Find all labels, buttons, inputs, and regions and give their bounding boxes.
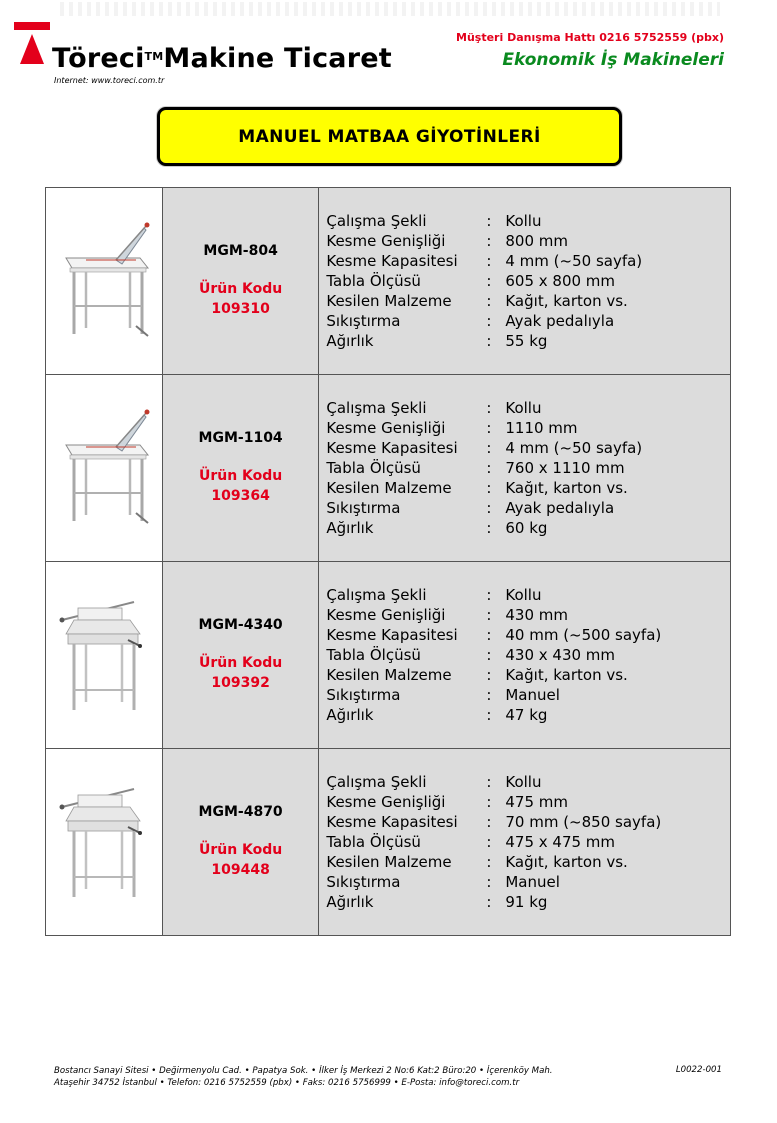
spec-row (326, 585, 730, 605)
spec-value: 475 mm (505, 792, 568, 811)
spec-value: Kollu (505, 585, 542, 604)
spec-separator: : (486, 772, 492, 791)
spec-key: Sıkıştırma (326, 312, 401, 331)
spec-value: 760 x 1110 mm (505, 458, 625, 477)
spec-value: 4 mm (~50 sayfa) (505, 438, 643, 457)
spec-list (326, 211, 730, 352)
spec-value: 1110 mm (505, 418, 578, 437)
spec-row (326, 331, 730, 351)
spec-separator: : (486, 605, 492, 624)
spec-separator: : (486, 438, 492, 457)
spec-row (326, 211, 730, 231)
spec-separator: : (486, 312, 492, 331)
spec-separator: : (486, 418, 492, 437)
spec-key: Kesilen Malzeme (326, 666, 452, 685)
product-image-cell (46, 375, 163, 562)
spec-value: Manuel (505, 873, 560, 892)
product-model-cell (162, 749, 318, 936)
spec-separator: : (486, 292, 492, 311)
spec-key: Tabla Ölçüsü (326, 271, 421, 290)
product-model-cell (162, 375, 318, 562)
spec-separator: : (486, 479, 492, 498)
spec-key: Ağırlık (326, 332, 374, 351)
spec-key: Ağırlık (326, 706, 374, 725)
floor-guillotine-icon (46, 216, 162, 346)
spec-value: Manuel (505, 686, 560, 705)
tagline: Ekonomik İş Makineleri (502, 50, 724, 70)
spec-row (326, 625, 730, 645)
spec-separator: : (486, 499, 492, 518)
spec-value: 55 kg (505, 332, 548, 351)
spec-value: Kağıt, karton vs. (505, 292, 628, 311)
product-code-value: 109448 (211, 862, 270, 878)
spec-row (326, 271, 730, 291)
spec-key: Kesme Kapasitesi (326, 812, 458, 831)
spec-separator: : (486, 792, 492, 811)
spec-row (326, 812, 730, 832)
stack-cutter-icon (46, 777, 162, 907)
spec-key: Tabla Ölçüsü (326, 645, 421, 664)
spec-key: Sıkıştırma (326, 686, 401, 705)
spec-key: Kesilen Malzeme (326, 853, 452, 872)
product-code-value: 109364 (211, 488, 270, 504)
company-name: Töreci™Makine Ticaret (52, 43, 392, 74)
spec-value: 800 mm (505, 231, 568, 250)
spec-separator: : (486, 893, 492, 912)
spec-key: Kesme Kapasitesi (326, 251, 458, 270)
product-spec-cell (319, 562, 731, 749)
spec-separator: : (486, 231, 492, 250)
spec-key: Çalışma Şekli (326, 585, 427, 604)
spec-value: 4 mm (~50 sayfa) (505, 251, 643, 270)
spec-row (326, 311, 730, 331)
page-title: MANUEL MATBAA GİYOTİNLERİ (238, 126, 541, 147)
spec-list (326, 398, 730, 539)
product-spec-cell (319, 749, 731, 936)
spec-separator: : (486, 332, 492, 351)
spec-value: 60 kg (505, 519, 548, 538)
spec-key: Çalışma Şekli (326, 398, 427, 417)
spec-separator: : (486, 645, 492, 664)
product-model-cell (162, 562, 318, 749)
hotline-text: Müşteri Danışma Hattı 0216 5752559 (pbx) (456, 31, 724, 44)
floor-guillotine-icon (46, 403, 162, 533)
spec-row (326, 665, 730, 685)
spec-row (326, 892, 730, 912)
spec-separator: : (486, 398, 492, 417)
spec-key: Ağırlık (326, 893, 374, 912)
spec-key: Tabla Ölçüsü (326, 458, 421, 477)
spec-value: Kağıt, karton vs. (505, 479, 628, 498)
spec-list (326, 772, 730, 913)
spec-value: 430 mm (505, 605, 568, 624)
spec-key: Kesilen Malzeme (326, 292, 452, 311)
product-image-cell (46, 188, 163, 375)
spec-key: Sıkıştırma (326, 873, 401, 892)
product-model-name: MGM-804 (203, 243, 278, 259)
spec-row (326, 792, 730, 812)
spec-row (326, 398, 730, 418)
spec-key: Kesme Genişliği (326, 418, 446, 437)
spec-separator: : (486, 832, 492, 851)
spec-value: 70 mm (~850 sayfa) (505, 812, 662, 831)
spec-key: Çalışma Şekli (326, 772, 427, 791)
spec-separator: : (486, 812, 492, 831)
spec-separator: : (486, 706, 492, 725)
spec-row (326, 478, 730, 498)
spec-row (326, 872, 730, 892)
product-row (46, 188, 731, 375)
spec-key: Kesme Kapasitesi (326, 625, 458, 644)
spec-row (326, 418, 730, 438)
spec-separator: : (486, 251, 492, 270)
product-spec-cell (319, 375, 731, 562)
spec-key: Kesme Genişliği (326, 231, 446, 250)
spec-separator: : (486, 519, 492, 538)
spec-separator: : (486, 666, 492, 685)
spec-key: Kesme Kapasitesi (326, 438, 458, 457)
spec-row (326, 251, 730, 271)
spec-separator: : (486, 625, 492, 644)
spec-row (326, 772, 730, 792)
product-image-cell (46, 749, 163, 936)
spec-key: Kesme Genişliği (326, 605, 446, 624)
spec-row (326, 705, 730, 725)
spec-row (326, 498, 730, 518)
spec-value: 40 mm (~500 sayfa) (505, 625, 662, 644)
spec-value: Kollu (505, 772, 542, 791)
product-model-name: MGM-4870 (198, 804, 283, 820)
document-code: L0022-001 (675, 1065, 722, 1075)
spec-separator: : (486, 271, 492, 290)
product-table (45, 187, 731, 936)
product-code-value: 109310 (211, 301, 270, 317)
spec-value: Ayak pedalıyla (505, 312, 615, 331)
spec-row (326, 458, 730, 478)
spec-value: Kollu (505, 398, 542, 417)
spec-key: Kesilen Malzeme (326, 479, 452, 498)
product-model-name: MGM-1104 (198, 430, 283, 446)
spec-row (326, 231, 730, 251)
product-image-cell (46, 562, 163, 749)
spec-key: Kesme Genişliği (326, 792, 446, 811)
spec-value: 475 x 475 mm (505, 832, 616, 851)
header-watermark-strip (60, 2, 720, 16)
page-title-box (157, 107, 622, 166)
spec-key: Çalışma Şekli (326, 211, 427, 230)
spec-separator: : (486, 458, 492, 477)
spec-row (326, 852, 730, 872)
spec-separator: : (486, 211, 492, 230)
spec-row (326, 832, 730, 852)
product-row (46, 375, 731, 562)
spec-row (326, 518, 730, 538)
spec-row (326, 685, 730, 705)
product-model-name: MGM-4340 (198, 617, 283, 633)
product-model-cell (162, 188, 318, 375)
spec-row (326, 645, 730, 665)
spec-value: Kollu (505, 211, 542, 230)
product-code-value: 109392 (211, 675, 270, 691)
spec-value: 47 kg (505, 706, 548, 725)
spec-key: Ağırlık (326, 519, 374, 538)
spec-value: 430 x 430 mm (505, 645, 616, 664)
stack-cutter-icon (46, 590, 162, 720)
product-code-label: Ürün Kodu (198, 281, 283, 297)
product-code-label: Ürün Kodu (198, 468, 283, 484)
website-link[interactable]: Internet: www.toreci.com.tr (54, 76, 165, 85)
footer-address-line-2: Ataşehir 34752 İstanbul • Telefon: 0216 5752559 (pbx) • Faks: 0216 5756999 • E-Posta: info@toreci.com.tr (54, 1078, 520, 1088)
spec-separator: : (486, 873, 492, 892)
spec-row (326, 438, 730, 458)
spec-value: Kağıt, karton vs. (505, 666, 628, 685)
spec-row (326, 291, 730, 311)
company-logo (14, 22, 50, 64)
spec-value: 605 x 800 mm (505, 271, 616, 290)
footer-address (54, 1065, 553, 1089)
spec-key: Tabla Ölçüsü (326, 832, 421, 851)
spec-row (326, 605, 730, 625)
product-code-label: Ürün Kodu (198, 655, 283, 671)
spec-key: Sıkıştırma (326, 499, 401, 518)
product-row (46, 562, 731, 749)
spec-value: 91 kg (505, 893, 548, 912)
spec-separator: : (486, 686, 492, 705)
product-spec-cell (319, 188, 731, 375)
spec-list (326, 585, 730, 726)
spec-separator: : (486, 853, 492, 872)
product-code-label: Ürün Kodu (198, 842, 283, 858)
footer-address-line-1: Bostancı Sanayi Sitesi • Değirmenyolu Cad. • Papatya Sok. • İlker İş Merkezi 2 No:6 Kat:2 Büro:20 • İçerenköy Mah. (54, 1066, 553, 1076)
spec-separator: : (486, 585, 492, 604)
spec-value: Kağıt, karton vs. (505, 853, 628, 872)
spec-value: Ayak pedalıyla (505, 499, 615, 518)
product-row (46, 749, 731, 936)
